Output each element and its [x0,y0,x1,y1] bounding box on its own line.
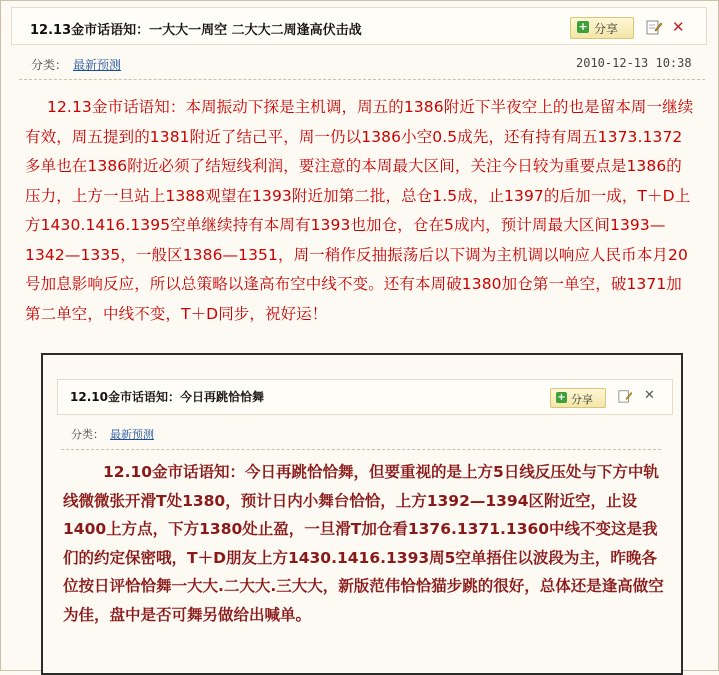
embedded-body: 12.10金市话语知：今日再跳恰恰舞，但要重视的是上方5日线反压处与下方中轨线微微张开滑T处1380，预计日内小舞台恰恰，上方1392—1394区附近空，止设1400上方点，下方1380处止盈，一旦滑T加仓看1376.1371.1360中线不变这是我们的约定保密哦，T＋D朋友上方1430.1416.1393周5空单捂住以波段为主，昨晚各位按日评恰恰舞一大大.二大大.三大大，新版范伟恰恰猫步跳的很好，总体还是逢高做空为佳，盘中是否可舞另做给出喊单。 [63,463,664,624]
embedded-meta [71,426,154,442]
share-label: 分享 [594,22,619,36]
category-label: 分类： [71,428,104,441]
embedded-title: 12.10金市话语知：今日再跳恰恰舞 [70,390,264,404]
post-body: 12.13金市话语知：本周振动下探是主机调，周五的1386附近下半夜空上的也是留本周一继续有效，周五提到的1381附近了结己平，周一仍以1386小空0.5成先，还有持有周五1373.1372多单也在1386附近必须了结短线利润，要注意的本周最大区间，关注今日较为重要点是1386的压力，上方一旦站上1388观望在1393附近加第二批，总仓1.5成，止1397的后加一成，T＋D上方1430.1416.1395空单继续持有本周有1393也加仓，仓在5成内，预计周最大区间1393—1342—1335，一般区1386—1351，周一稍作反抽振荡后以下调为主机调以响应人民币本月20号加息影响反应，所以总策略以逢高布空中线不变。还有本周破1380加仓第一单空，破1371加第二单空，中线不变，T＋D同步，祝好运！ [25,98,694,323]
plus-icon: + [557,392,566,403]
close-icon: ✕ [644,388,655,403]
divider [61,449,661,450]
embedded-share-button [550,388,606,408]
edit-icon [618,389,632,403]
divider [19,79,705,80]
post-title: 12.13金市话语知：一大大一周空 二大大二周逢高伏击战 [30,23,362,38]
category-label: 分类： [31,58,68,72]
share-button[interactable] [570,17,634,39]
close-icon[interactable]: ✕ [672,18,685,36]
embedded-screenshot [41,353,683,675]
post-date: 2010-12-13 10:38 [576,56,692,70]
post-header [11,7,707,45]
category-link: 最新预测 [110,428,154,441]
category-link[interactable]: 最新预测 [73,58,122,72]
embedded-share-label: 分享 [571,393,593,406]
embedded-header [57,379,673,415]
edit-icon[interactable] [646,19,662,35]
post-meta [31,56,121,73]
plus-icon: + [578,20,588,33]
